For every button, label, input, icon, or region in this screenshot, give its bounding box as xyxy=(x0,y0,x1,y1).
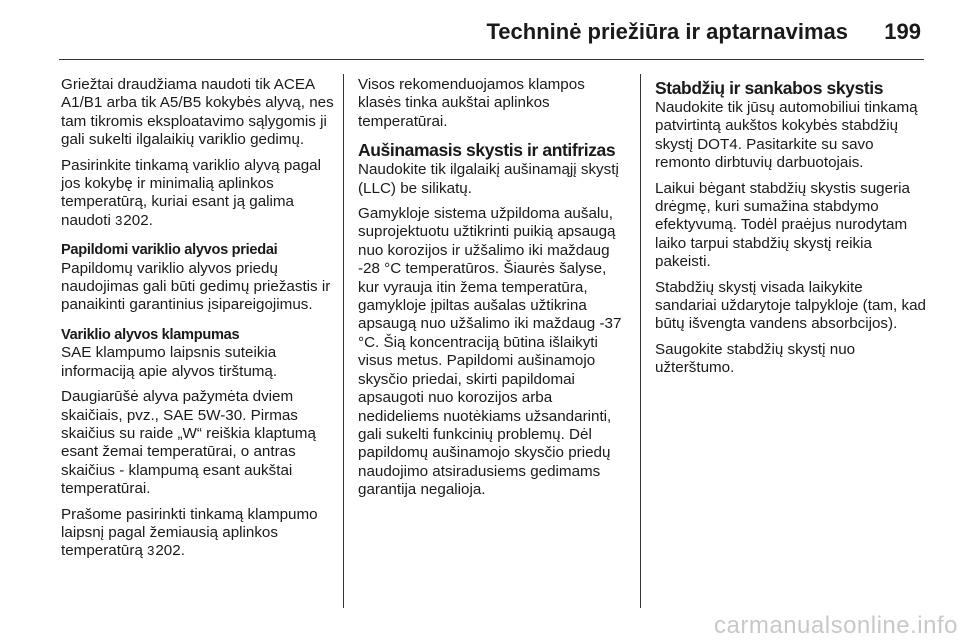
arrow-ref-icon[interactable]: 3 xyxy=(147,543,155,559)
page-number: 199 xyxy=(884,19,921,44)
column-left xyxy=(61,76,335,568)
paragraph-viscosity-selection xyxy=(61,506,335,561)
column-divider-2 xyxy=(640,74,641,608)
column-right xyxy=(655,76,927,385)
page-ref-link[interactable]: 202. xyxy=(155,542,185,560)
watermark: carmanualsonline.info xyxy=(714,612,958,639)
paragraph-brake-fluid-moisture: Laikui bėgant stabdžių skystis sugeria drėgmę, kuri sumažina stabdymo efektyvumą. Todėl praėjus nurodytam laiko tarpui stabdžių skystį reikia pakeisti. xyxy=(655,179,910,271)
arrow-ref-icon[interactable]: 3 xyxy=(115,212,123,228)
paragraph-coolant-details: Gamykloje sistema užpildoma aušalu, suprojektuotu užtikrinti puikią apsaugą nuo korozijos ir užšalimo iki maždaug -28 °C temperatūros. Šiaurės šalyse, kur vyrauja itin žema temperatūra, gamykloje įpiltas aušalas užtikrina apsaugą nuo užšalimo iki maždaug -37 °C. Šią koncentraciją būtina išlaikyti visus metus. Papildomi aušinamojo skysčio priedai, skirti papildomai apsaugoti nuo korozijos arba nedideliems nuotėkiams užsandarinti, gali sukelti funkcinių problemų. Dėl papildomų aušinamojo skysčio priedų naudojimo atsiradusiems gedimams garantija negalioja. xyxy=(358,205,622,499)
paragraph-oil-selection-text: Pasirinkite tinkamą variklio alyvą pagal jos kokybę ir minimalią aplinkos temperatūrą, kuriai esant ją galima naudoti xyxy=(61,156,321,229)
paragraph-viscosity-classes: Visos rekomenduojamos klampos klasės tinka aukštai aplinkos temperatūrai. xyxy=(358,76,585,130)
paragraph-brake-fluid-contamination: Saugokite stabdžių skystį nuo užterštumo. xyxy=(655,340,856,377)
paragraph-brake-fluid-storage: Stabdžių skystį visada laikykite sandariai uždarytoje talpykloje (tam, kad būtų išvengta vandens absorbcijos). xyxy=(655,278,926,333)
page-ref-link[interactable]: 202. xyxy=(123,211,153,229)
heading-coolant: Aušinamasis skystis ir antifrizas xyxy=(358,140,616,161)
paragraph-coolant-llc: Naudokite tik ilgalaikį aušinamąjį skystį (LLC) be silikatų. xyxy=(358,161,619,197)
page-header xyxy=(0,0,960,60)
heading-oil-viscosity: Variklio alyvos klampumas xyxy=(61,326,240,343)
paragraph-brake-fluid-dot4: Naudokite tik jūsų automobiliui tinkamą patvirtintą aukštos kokybės stabdžių skystį DOT4. Pasitarkite su savo remonto dirbtuvių darbuotojais. xyxy=(655,99,918,172)
page-title: Techninė priežiūra ir aptarnavimas xyxy=(486,19,848,44)
paragraph-oil-selection xyxy=(61,157,335,231)
header-divider xyxy=(59,59,924,60)
paragraph-oil-additives: Papildomų variklio alyvos priedų naudojimas gali būti gedimų priežastis ir panaikinti garantinius įsipareigojimus. xyxy=(61,259,331,314)
column-divider-1 xyxy=(343,74,344,608)
paragraph-sae-grade: SAE klampumo laipsnis suteikia informaciją apie alyvos tirštumą. xyxy=(61,344,278,380)
heading-brake-fluid: Stabdžių ir sankabos skystis xyxy=(655,78,884,98)
paragraph-viscosity-selection-text: Prašome pasirinkti tinkamą klampumo laipsnį pagal žemiausią aplinkos temperatūrą xyxy=(61,505,318,560)
column-middle xyxy=(358,76,630,507)
paragraph-acea-warning: Griežtai draudžiama naudoti tik ACEA A1/B1 arba tik A5/B5 kokybės alyvą, nes tam tikromis eksploatavimo sąlygomis ji gali sukelti ilgalaikių variklio gedimų. xyxy=(61,76,334,149)
paragraph-multigrade: Daugiarūšė alyva pažymėta dviem skaičiais, pvz., SAE 5W-30. Pirmas skaičius su raide „W“ reiškia klaptumą esant žemai temperatūrai, o antras skaičius - klampumą esant aukštai temperatūrai. xyxy=(61,388,316,498)
heading-oil-additives: Papildomi variklio alyvos priedai xyxy=(61,242,278,259)
